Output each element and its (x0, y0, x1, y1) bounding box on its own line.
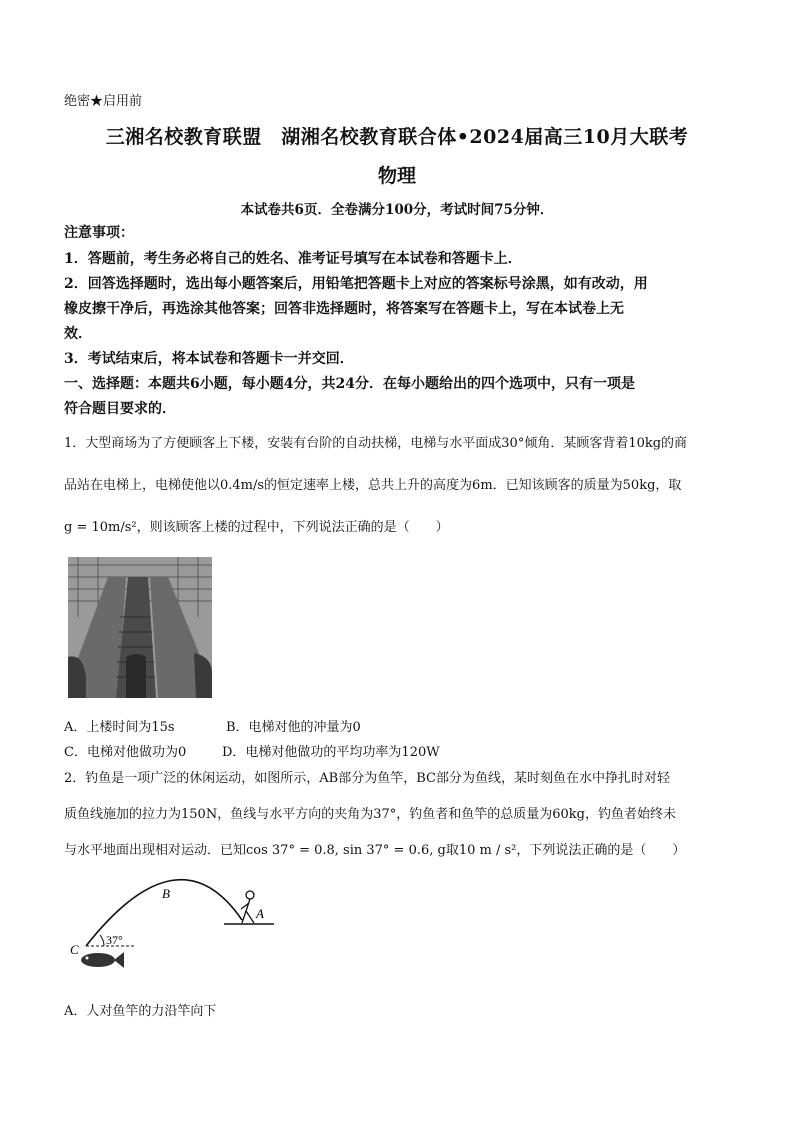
fisher-icon (241, 891, 254, 923)
q1-option-b: B．电梯对他的冲量为0 (226, 720, 361, 735)
angle-label: 37° (106, 933, 123, 947)
subject-title: 物理 (377, 165, 416, 187)
exam-title: 三湘名校教育联盟 湖湘名校教育联合体•2024届高三10月大联考 (105, 126, 689, 148)
q2-line-3: 与水平地面出现相对运动．已知cos 37° = 0.8, sin 37° = 0.6, g取10 m / s²，下列说法正确的是（ ） (64, 843, 686, 858)
q2-option-a: A．人对鱼竿的力沿竿向下 (64, 1004, 217, 1019)
angle-arc (100, 935, 104, 946)
notice-item-2-cont: 橡皮擦干净后，再选涂其他答案；回答非选择题时，将答案写在答题卡上，写在本试卷上无 (64, 301, 624, 317)
notice-item-2-end: 效． (64, 326, 92, 342)
q1-option-a: A．上楼时间为15s (64, 720, 175, 735)
notice-heading: 注意事项： (64, 225, 134, 241)
q1-line-1: 1．大型商场为了方便顾客上下楼，安装有台阶的自动扶梯，电梯与水平面成30°倾角．某顾客背着10kg的商 (64, 436, 688, 451)
q2-line-1: 2．钓鱼是一项广泛的休闲运动，如图所示，AB部分为鱼竿，BC部分为鱼线，某时刻鱼在水中挣扎时对轻 (64, 771, 670, 786)
notice-item-3: 3．考试结束后，将本试卷和答题卡一并交回． (64, 351, 354, 367)
q1-line-3: g = 10m/s²，则该顾客上楼的过程中，下列说法正确的是（ ） (64, 520, 449, 535)
q1-option-d: D．电梯对他做功的平均功率为120W (222, 745, 440, 760)
fish-icon (81, 952, 124, 968)
escalator-photo (68, 557, 212, 698)
q1-option-c: C．电梯对他做功为0 (64, 745, 187, 760)
label-a: A (256, 906, 264, 921)
label-b: B (162, 886, 170, 901)
confidential-mark: 绝密★启用前 (64, 94, 143, 109)
exam-info: 本试卷共6页．全卷满分100分，考试时间75分钟． (240, 202, 554, 218)
notice-item-2: 2．回答选择题时，选出每小题答案后，用铅笔把答题卡上对应的答案标号涂黑，如有改动，用 (64, 276, 648, 292)
label-c: C (70, 942, 79, 957)
section-heading-cont: 符合题目要求的． (64, 401, 176, 417)
q1-line-2: 品站在电梯上，电梯使他以0.4m/s的恒定速率上楼，总共上升的高度为6m．已知该顾客的质量为50kg，取 (64, 478, 682, 493)
notice-item-1: 1．答题前，考生务必将自己的姓名、准考证号填写在本试卷和答题卡上． (64, 251, 522, 267)
section-heading: 一、选择题：本题共6小题，每小题4分，共24分．在每小题给出的四个选项中，只有一项是 (64, 376, 635, 392)
fishing-figure (64, 868, 294, 988)
q2-line-2: 质鱼线施加的拉力为150N，鱼线与水平方向的夹角为37°，钓鱼者和鱼竿的总质量为60kg，钓鱼者始终未 (64, 807, 676, 822)
